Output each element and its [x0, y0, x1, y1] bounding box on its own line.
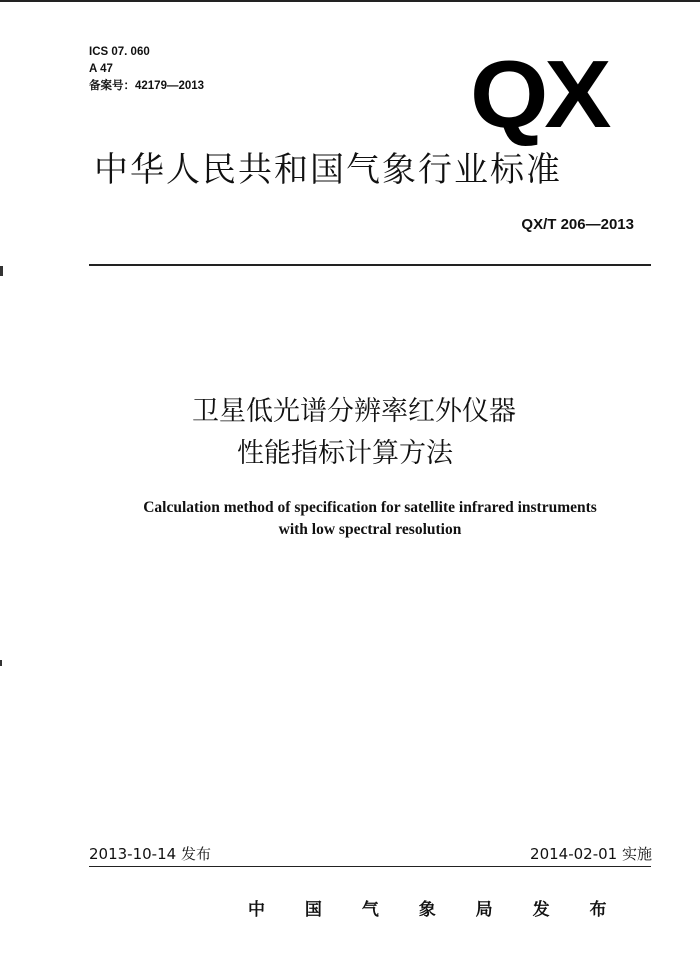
standard-number: QX/T 206—2013: [521, 216, 634, 233]
english-title-line-2: with low spectral resolution: [278, 521, 462, 538]
issuing-authority: 中 国 气 象 局 发 布: [248, 900, 624, 920]
classification-code: A 47: [89, 63, 113, 75]
chinese-title-line-2: 性能指标计算方法: [237, 438, 453, 469]
scan-edge-mark: [0, 660, 2, 666]
english-title-line-1: Calculation method of specification for satellite infrared instruments: [143, 499, 597, 516]
header-divider: [89, 264, 651, 266]
standard-category-title: 中华人民共和国气象行业标准: [94, 150, 562, 190]
ics-code: ICS 07. 060: [89, 46, 150, 58]
chinese-title-line-1: 卫星低光谱分辨率红外仪器: [192, 396, 516, 427]
publish-date: 2013-10-14 发布: [89, 845, 211, 863]
footer-divider: [89, 866, 651, 867]
implementation-date: 2014-02-01 实施: [530, 845, 652, 863]
top-border-line: [0, 0, 700, 2]
record-number: 备案号：42179—2013: [89, 80, 205, 92]
scan-edge-mark: [0, 266, 3, 276]
qx-logo: QX: [470, 41, 608, 148]
